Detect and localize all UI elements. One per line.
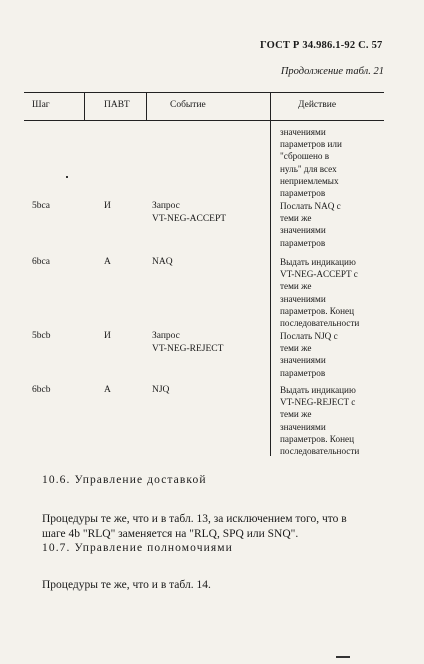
table-row-pavt: И <box>104 201 111 211</box>
table-row-event: NJQ <box>152 385 170 395</box>
section-heading: 10.6. Управление доставкой <box>42 474 207 486</box>
column-header-action: Действие <box>298 100 337 110</box>
table-row-step: 5bcb <box>32 331 51 341</box>
table-row-event: Запрос VT-NEG-ACCEPT <box>152 201 227 224</box>
table-row-event: Запрос VT-NEG-REJECT <box>152 331 224 354</box>
column-header-step: Шаг <box>32 100 50 110</box>
table-continuation-label: Продолжение табл. 21 <box>280 66 384 77</box>
table-row-event: NAQ <box>152 257 173 267</box>
continued-action-cell: значениями параметров или "сброшено в нуль" для всех неприемлемых параметров <box>280 127 342 199</box>
section-heading: 10.7. Управление полномочиями <box>42 542 233 554</box>
scan-speck <box>66 176 68 178</box>
table-row-step: 5bca <box>32 201 50 211</box>
table-row-pavt: И <box>104 331 111 341</box>
table-row-action: Выдать индикацию VT-NEG-ACCEPT с теми же значениями параметров. Конец последовательности <box>280 257 360 329</box>
table-row-action: Выдать индикацию VT-NEG-REJECT с теми же значениями параметров. Конец последовательности <box>280 385 360 457</box>
scan-speck <box>336 656 350 658</box>
table-header-rule <box>24 120 384 121</box>
table-row-action: Послать NAQ с теми же значениями параметров <box>280 201 341 248</box>
column-header-event: Событие <box>170 100 206 110</box>
action-column-divider <box>270 92 271 456</box>
state-table <box>24 92 384 456</box>
section-paragraph: Процедуры те же, что и в табл. 13, за исключением того, что в шаге 4b "RLQ" заменяется на "RLQ, SPQ или SNQ". <box>42 513 347 540</box>
header-divider <box>146 92 147 120</box>
table-row-action: Послать NJQ с теми же значениями параметров <box>280 331 338 378</box>
column-header-pavt: ПАВТ <box>104 100 130 110</box>
table-top-rule <box>24 92 384 93</box>
section-paragraph: Процедуры те же, что и в табл. 14. <box>42 579 211 591</box>
header-divider <box>84 92 85 120</box>
page-header: ГОСТ Р 34.986.1-92 С. 57 <box>260 40 383 51</box>
table-row-pavt: А <box>104 257 111 267</box>
table-row-pavt: А <box>104 385 111 395</box>
table-row-step: 6bcb <box>32 385 51 395</box>
table-row-step: 6bca <box>32 257 50 267</box>
